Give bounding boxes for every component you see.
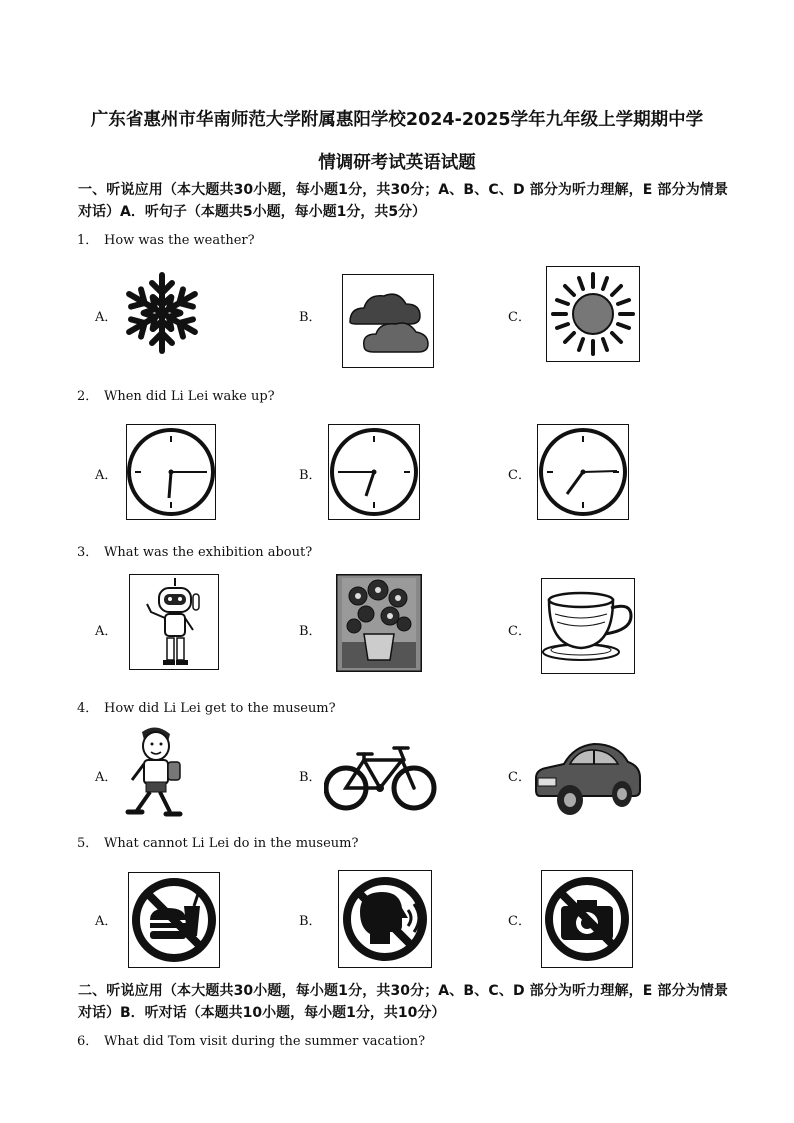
clock-icon[interactable] xyxy=(126,424,216,520)
car-icon[interactable] xyxy=(530,734,642,822)
no-photo-icon[interactable] xyxy=(541,870,633,968)
option-c-label[interactable]: C． xyxy=(508,468,531,483)
question-5-options xyxy=(0,870,794,970)
teacup-icon[interactable] xyxy=(541,578,635,674)
option-a-label[interactable]: A． xyxy=(95,624,118,639)
question-4-options xyxy=(0,724,794,824)
cloudy-icon[interactable] xyxy=(342,274,434,368)
question-text: What cannot Li Lei do in the museum? xyxy=(104,836,359,851)
flower-painting-icon[interactable] xyxy=(336,574,422,672)
question-number: 2． xyxy=(77,389,99,404)
question-number: 4． xyxy=(77,701,99,716)
section-1-heading: 一、听说应用（本大题共30小题，每小题1分，共30分；A、B、C、D 部分为听力理解，E 部分为情景对话）A．听句子（本题共5小题，每小题1分，共5分） xyxy=(78,182,728,220)
question-text: What was the exhibition about? xyxy=(104,545,313,560)
question-2-options xyxy=(0,422,794,522)
page-title-line2: 情调研考试英语试题 xyxy=(318,153,476,173)
option-a-label[interactable]: A． xyxy=(95,310,118,325)
question-2 xyxy=(77,385,275,404)
question-1 xyxy=(77,229,255,248)
question-text: How was the weather? xyxy=(104,233,255,248)
question-4 xyxy=(77,697,336,716)
question-text: When did Li Lei wake up? xyxy=(104,389,275,404)
option-b-label[interactable]: B． xyxy=(299,914,322,929)
option-b-label[interactable]: B． xyxy=(299,624,322,639)
question-3 xyxy=(77,541,312,560)
option-a-label[interactable]: A． xyxy=(95,468,118,483)
no-eating-icon[interactable] xyxy=(128,872,220,968)
walking-boy-icon[interactable] xyxy=(120,724,192,820)
option-a-label[interactable]: A． xyxy=(95,914,118,929)
question-number: 5． xyxy=(77,836,99,851)
question-6 xyxy=(77,1030,425,1049)
question-number: 3． xyxy=(77,545,99,560)
question-number: 6． xyxy=(77,1034,99,1049)
page-title-line1: 广东省惠州市华南师范大学附属惠阳学校2024-2025学年九年级上学期期中学 xyxy=(90,110,704,130)
bicycle-icon[interactable] xyxy=(324,738,438,814)
option-b-label[interactable]: B． xyxy=(299,770,322,785)
question-3-options xyxy=(0,574,794,674)
option-c-label[interactable]: C． xyxy=(508,310,531,325)
option-c-label[interactable]: C． xyxy=(508,914,531,929)
question-number: 1． xyxy=(77,233,99,248)
question-5 xyxy=(77,832,358,851)
snowflake-icon[interactable] xyxy=(120,268,204,358)
question-text: How did Li Lei get to the museum? xyxy=(104,701,336,716)
clock-icon[interactable] xyxy=(328,424,420,520)
question-1-options xyxy=(0,264,794,364)
robot-icon[interactable] xyxy=(129,574,219,670)
sunny-icon[interactable] xyxy=(546,266,640,362)
section-2-heading: 二、听说应用（本大题共30小题，每小题1分，共30分；A、B、C、D 部分为听力理解，E 部分为情景对话）B．听对话（本题共10小题，每小题1分，共10分） xyxy=(78,983,728,1021)
option-b-label[interactable]: B． xyxy=(299,468,322,483)
option-c-label[interactable]: C． xyxy=(508,624,531,639)
option-b-label[interactable]: B． xyxy=(299,310,322,325)
option-c-label[interactable]: C． xyxy=(508,770,531,785)
no-talking-icon[interactable] xyxy=(338,870,432,968)
question-text: What did Tom visit during the summer vacation? xyxy=(104,1034,426,1049)
option-a-label[interactable]: A． xyxy=(95,770,118,785)
clock-icon[interactable] xyxy=(537,424,629,520)
